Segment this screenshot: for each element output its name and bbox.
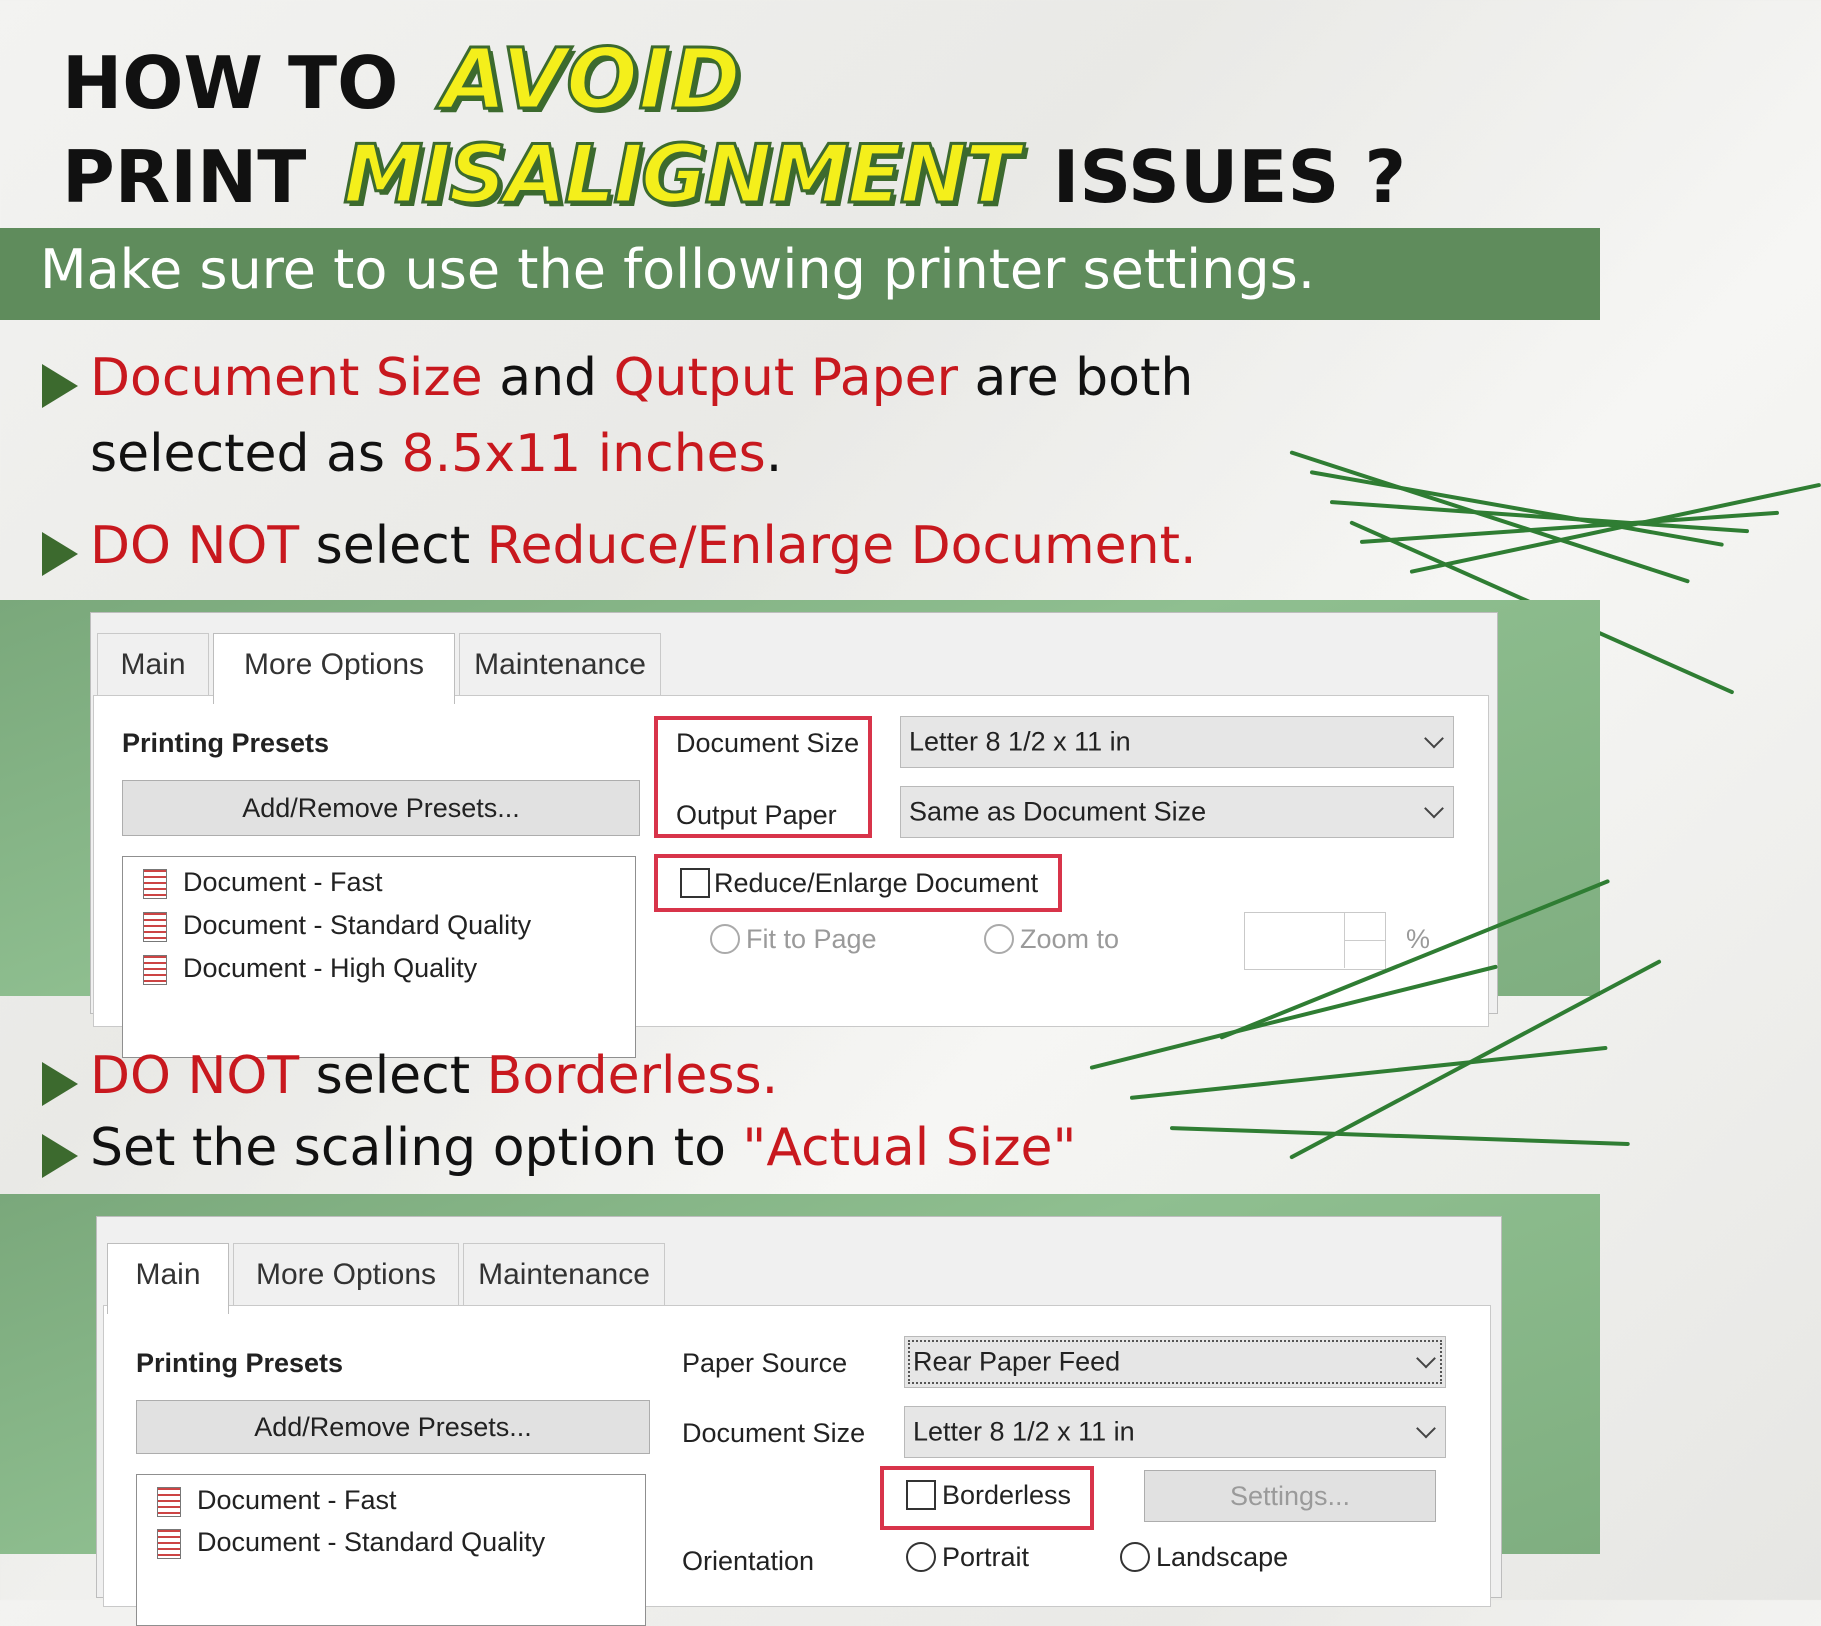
borderless-checkbox[interactable] <box>906 1480 936 1510</box>
bullet-arrow-icon <box>42 1134 78 1178</box>
add-remove-presets-button[interactable]: Add/Remove Presets... <box>136 1400 650 1454</box>
landscape-radio[interactable] <box>1120 1542 1150 1572</box>
paper-source-select[interactable] <box>904 1336 1446 1388</box>
portrait-label: Portrait <box>942 1542 1030 1572</box>
bullet-arrow-icon <box>42 364 78 408</box>
borderless-label: Borderless <box>942 1480 1072 1510</box>
add-remove-presets-button[interactable]: Add/Remove Presets... <box>122 780 640 836</box>
banner-text: Make sure to use the following printer settings. <box>40 238 1315 301</box>
document-icon <box>143 869 167 899</box>
tip-term: 8.5x11 inches <box>401 424 766 484</box>
tip-actual-size <box>90 1118 1076 1178</box>
printing-presets-heading: Printing Presets <box>136 1348 344 1378</box>
list-item[interactable] <box>157 1485 397 1517</box>
tab-main[interactable]: Main <box>107 1243 229 1314</box>
headline-suffix-2: ISSUES ? <box>1052 135 1407 219</box>
document-size-value: Letter 8 1/2 x 11 in <box>913 1416 1135 1447</box>
tip-text: and <box>482 348 614 408</box>
document-size-select[interactable] <box>904 1406 1446 1458</box>
zoom-to-radio[interactable] <box>984 924 1014 954</box>
tab-more-options[interactable]: More Options <box>213 633 455 704</box>
preset-label: Document - Fast <box>197 1485 397 1515</box>
screenshot-panel-1 <box>0 600 1600 996</box>
zoom-to-label: Zoom to <box>1020 924 1120 954</box>
tip-term: DO NOT <box>90 516 300 576</box>
tip-text: select <box>299 1046 487 1106</box>
landscape-label: Landscape <box>1156 1542 1289 1572</box>
instruction-banner <box>0 228 1600 320</box>
bullet-arrow-icon <box>42 532 78 576</box>
tip-term: "Actual Size" <box>742 1118 1077 1178</box>
tab-main[interactable]: Main <box>97 633 209 696</box>
document-icon <box>157 1529 181 1559</box>
tip-document-size-cont <box>90 424 782 484</box>
tab-maintenance[interactable]: Maintenance <box>459 633 661 696</box>
tab-maintenance[interactable]: Maintenance <box>463 1243 665 1306</box>
presets-list <box>136 1474 646 1626</box>
spin-up-icon[interactable] <box>1344 913 1385 940</box>
paper-source-value: Rear Paper Feed <box>913 1346 1121 1377</box>
preset-label: Document - Fast <box>183 867 383 897</box>
headline-line-1 <box>62 30 742 128</box>
preset-label: Document - Standard Quality <box>197 1527 546 1557</box>
tab-page <box>93 695 1489 1027</box>
tip-borderless <box>90 1046 778 1106</box>
bullet-arrow-icon <box>42 1062 78 1106</box>
headline-line-2 <box>62 128 1406 221</box>
orientation-label: Orientation <box>682 1546 815 1576</box>
chevron-down-icon <box>1424 799 1444 819</box>
document-icon <box>157 1487 181 1517</box>
portrait-radio[interactable] <box>906 1542 936 1572</box>
preset-label: Document - High Quality <box>183 953 478 983</box>
tip-term: DO NOT <box>90 1046 300 1106</box>
list-item[interactable] <box>143 867 383 899</box>
tip-reduce-enlarge <box>90 516 1197 576</box>
palm-leaf-bottom <box>1090 996 1600 1196</box>
printer-dialog-main <box>96 1216 1502 1598</box>
document-size-value: Letter 8 1/2 x 11 in <box>909 726 1131 757</box>
reduce-enlarge-checkbox[interactable] <box>680 868 710 898</box>
tip-term: Reduce/Enlarge Document. <box>486 516 1197 576</box>
tab-page <box>103 1305 1491 1607</box>
document-icon <box>143 955 167 985</box>
tip-text: select <box>299 516 487 576</box>
list-item[interactable] <box>157 1527 545 1559</box>
output-paper-select[interactable] <box>900 786 1454 838</box>
headline-highlight-misalignment: MISALIGNMENT <box>343 128 1018 221</box>
fit-to-page-label: Fit to Page <box>746 924 877 954</box>
preset-label: Document - Standard Quality <box>183 910 532 940</box>
printing-presets-heading: Printing Presets <box>122 728 330 758</box>
document-size-label: Document Size <box>682 1418 866 1448</box>
tip-text: Set the scaling option to <box>90 1118 743 1178</box>
output-paper-value: Same as Document Size <box>909 796 1207 827</box>
settings-button[interactable]: Settings... <box>1144 1470 1436 1522</box>
list-item[interactable] <box>143 953 477 985</box>
list-item[interactable] <box>143 910 531 942</box>
headline-prefix-1: HOW TO <box>62 41 399 125</box>
zoom-percent-spinner[interactable] <box>1244 912 1386 970</box>
paper-source-label: Paper Source <box>682 1348 848 1378</box>
tip-term: Borderless. <box>486 1046 779 1106</box>
chevron-down-icon <box>1416 1349 1436 1369</box>
tab-more-options[interactable]: More Options <box>233 1243 459 1306</box>
tip-term: Document Size <box>90 348 483 408</box>
fit-to-page-radio[interactable] <box>710 924 740 954</box>
printer-dialog-more-options <box>90 612 1498 1014</box>
headline-highlight-avoid: AVOID <box>441 30 742 128</box>
spin-down-icon[interactable] <box>1344 940 1385 968</box>
document-icon <box>143 912 167 942</box>
tip-text: . <box>765 424 783 484</box>
headline-prefix-2: PRINT <box>62 135 307 219</box>
tip-document-size <box>90 348 1193 408</box>
output-paper-label: Output Paper <box>676 800 837 830</box>
palm-leaf-top <box>1290 430 1600 600</box>
tip-text: are both <box>958 348 1194 408</box>
document-size-select[interactable] <box>900 716 1454 768</box>
tip-text: selected as <box>90 424 402 484</box>
percent-label: % <box>1406 924 1431 954</box>
reduce-enlarge-label: Reduce/Enlarge Document <box>714 868 1039 898</box>
chevron-down-icon <box>1424 729 1444 749</box>
document-size-label: Document Size <box>676 728 860 758</box>
tip-term: Qutput Paper <box>613 348 958 408</box>
chevron-down-icon <box>1416 1419 1436 1439</box>
presets-list <box>122 856 636 1058</box>
screenshot-panel-2 <box>0 1194 1600 1576</box>
